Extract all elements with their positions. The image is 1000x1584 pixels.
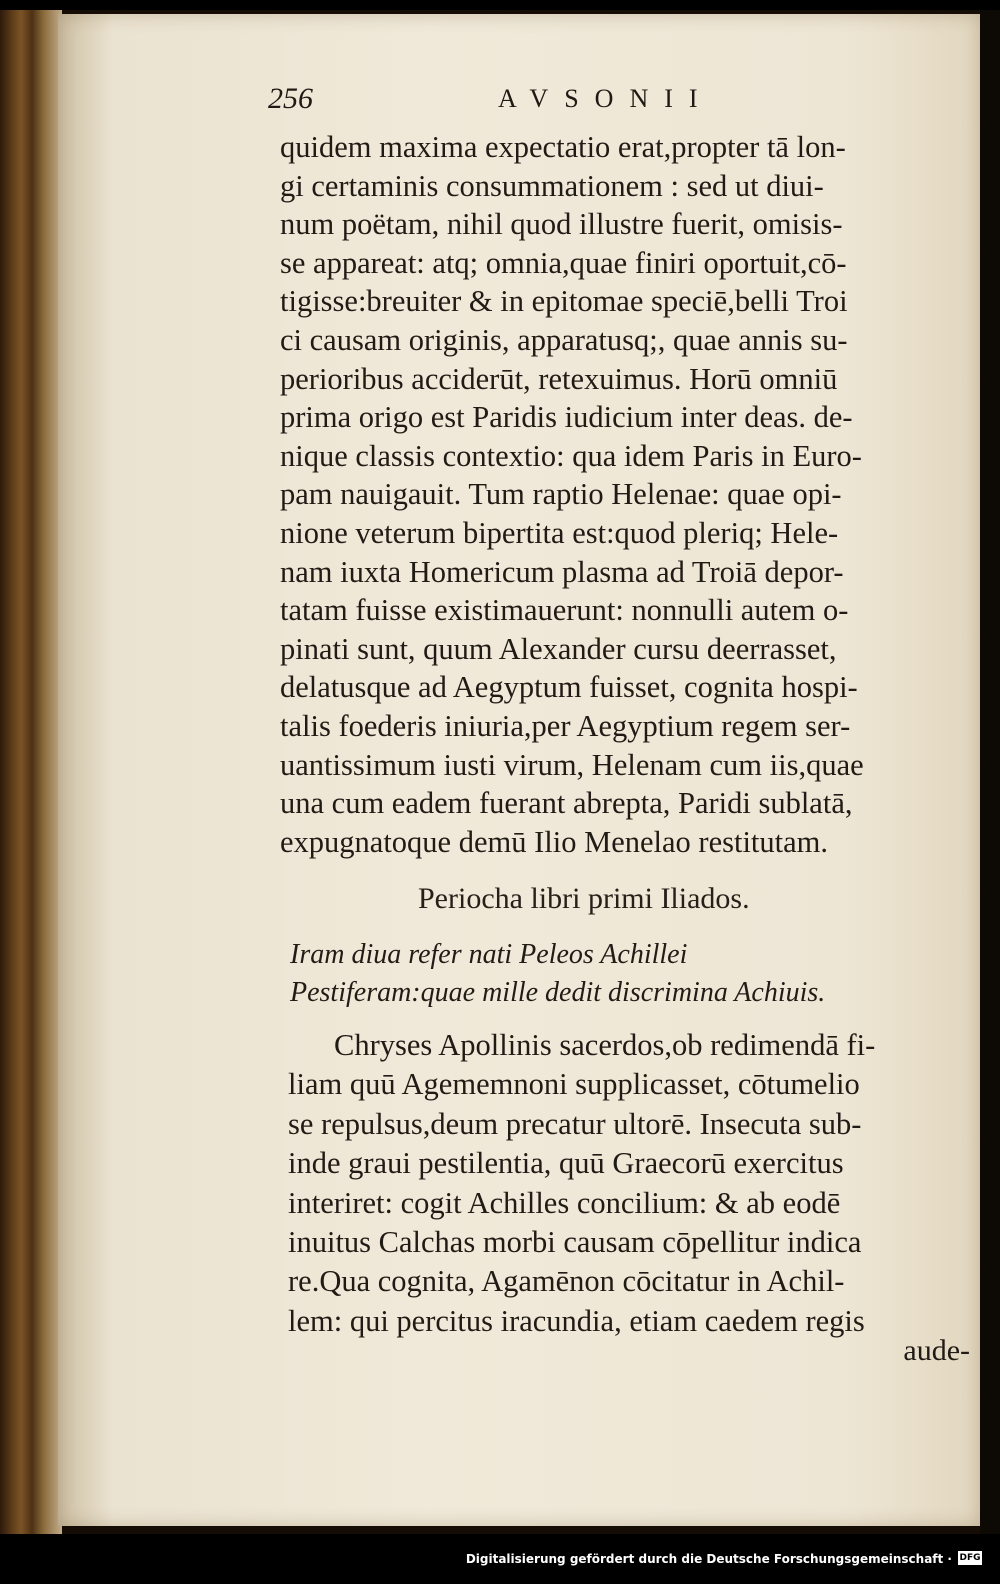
scan-right-border [980, 10, 1000, 1534]
text-line: re.Qua cognita, Agamēnon cōcitatur in Achil- [288, 1264, 845, 1299]
text-line: se appareat: atq; omnia,quae finiri oportuit,cō- [280, 245, 847, 280]
text-line: quidem maxima expectatio erat,propter tā lon- [280, 130, 846, 164]
verse-line: Iram diua refer nati Peleos Achillei [290, 939, 688, 970]
text-line: inde graui pestilentia, quū Graecorū exercitus [288, 1146, 844, 1181]
section-caption: Periocha libri primi Iliados. [418, 882, 750, 915]
text-line: lem: qui percitus iracundia, etiam caedem regis [288, 1303, 865, 1338]
text-line: perioribus acciderūt, retexuimus. Horū omniū [280, 361, 838, 396]
text-line: uantissimum iusti virum, Helenam cum iis,quae [280, 747, 864, 782]
text-line: num poëtam, nihil quod illustre fuerit, omisis- [280, 207, 843, 242]
text-line: talis foederis iniuria,per Aegyptium regem ser- [280, 708, 851, 743]
page-header [268, 82, 968, 122]
text-line: ci causam originis, apparatusq;, quae annis su- [280, 322, 848, 357]
book-fore-edge [0, 10, 62, 1534]
funding-credit: Digitalisierung gefördert durch die Deutsche Forschungsgemeinschaft · [465, 1552, 952, 1566]
dfg-logo: DFG [959, 1553, 981, 1563]
text-line: expugnatoque demū Ilio Menelao restitutam. [280, 824, 829, 859]
text-line: gi certaminis consummationem : sed ut diui- [280, 168, 824, 203]
text-line: pinati sunt, quum Alexander cursu deerrasset, [280, 631, 837, 666]
running-head: AVSONII [498, 84, 714, 113]
text-line: se repulsus,deum precatur ultorē. Insecuta sub- [288, 1106, 862, 1141]
main-text-block [280, 128, 970, 861]
text-line: liam quū Agememnoni supplicasset, cōtumelio [288, 1067, 860, 1102]
text-line: inuitus Calchas morbi causam cōpellitur indica [288, 1224, 862, 1259]
text-line: interiret: cogit Achilles concilium: & ab eodē [288, 1185, 841, 1220]
text-line: una cum eadem fuerant abrepta, Paridi sublatā, [280, 786, 853, 821]
text-line: Chryses Apollinis sacerdos,ob redimendā fi- [334, 1028, 876, 1062]
catchword: aude- [903, 1334, 970, 1367]
text-line: nam iuxta Homericum plasma ad Troiā depor- [280, 554, 844, 589]
page-number: 256 [268, 82, 313, 115]
text-line: nique classis contextio: qua idem Paris in Euro- [280, 438, 862, 473]
verse-line: Pestiferam:quae mille dedit discrimina Achiuis. [290, 977, 826, 1008]
summary-paragraph [288, 1026, 875, 1341]
text-line: delatusque ad Aegyptum fuisset, cognita hospi- [280, 670, 858, 705]
text-line: prima origo est Paridis iudicium inter deas. de- [280, 400, 853, 435]
text-line: pam nauigauit. Tum raptio Helenae: quae opi- [280, 477, 842, 512]
text-line: tigisse:breuiter & in epitomae speciē,belli Troi [280, 284, 848, 319]
verse-block [290, 936, 825, 1012]
text-line: nione veterum bipertita est:quod pleriq; Hele- [280, 515, 839, 550]
text-line: tatam fuisse existimauerunt: nonnulli autem o- [280, 593, 849, 628]
